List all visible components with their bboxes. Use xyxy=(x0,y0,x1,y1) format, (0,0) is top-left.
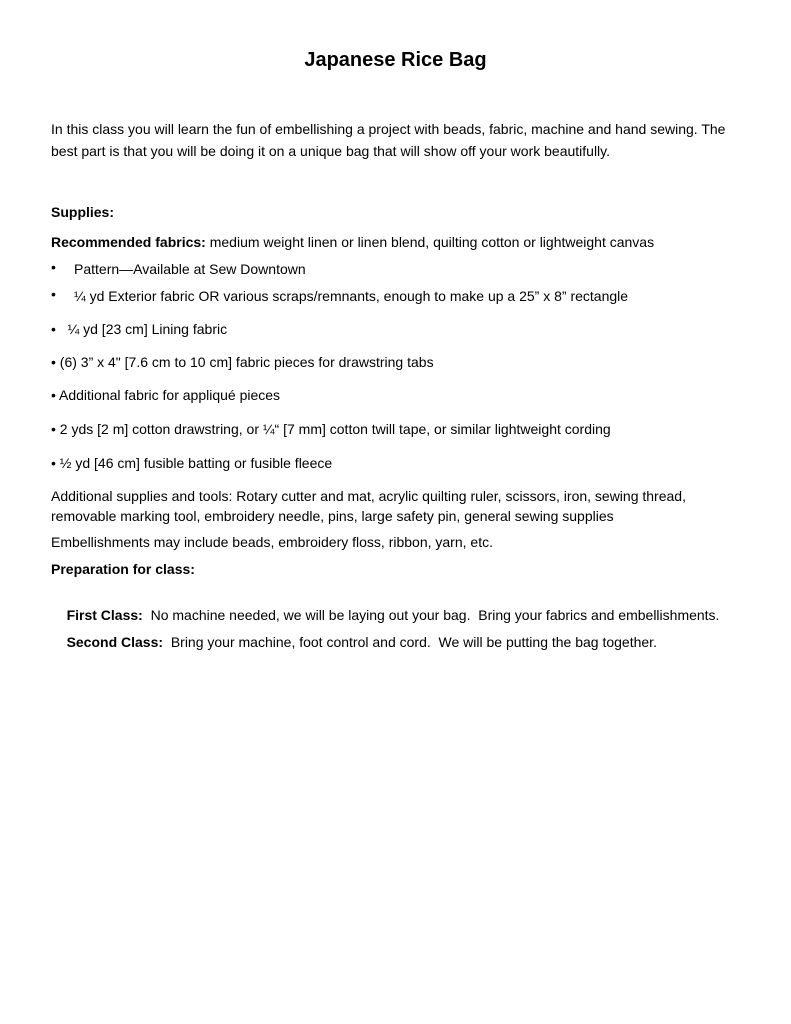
supply-item-lining: • ¼ yd [23 cm] Lining fabric xyxy=(51,321,228,337)
second-class-label: Second Class: xyxy=(66,634,164,650)
supply-item-tabs: • (6) 3” x 4" [7.6 cm to 10 cm] fabric pieces for drawstring tabs xyxy=(51,354,434,370)
preparation-heading: Preparation for class: xyxy=(51,561,195,577)
first-class-text: No machine needed, we will be laying out your bag. Bring your fabrics and embellishments. xyxy=(142,607,720,623)
supply-item-drawstring: • 2 yds [2 m] cotton drawstring, or ¼“ [7 mm] cotton twill tape, or similar lightweight cording xyxy=(51,421,611,437)
embellishments-note: Embellishments may include beads, embroidery floss, ribbon, yarn, etc. xyxy=(51,534,493,550)
supplies-heading: Supplies: xyxy=(51,204,115,220)
bullet-marker: • xyxy=(51,259,56,275)
supply-item-applique: • Additional fabric for appliqué pieces xyxy=(51,387,281,403)
supply-item-batting: • ½ yd [46 cm] fusible batting or fusible fleece xyxy=(51,455,333,471)
bullet-marker: • xyxy=(51,286,56,302)
page-title: Japanese Rice Bag xyxy=(304,49,487,71)
recommended-fabrics-text: medium weight linen or linen blend, quilting cotton or lightweight canvas xyxy=(205,234,655,250)
supply-item-exterior-fabric: ¼ yd Exterior fabric OR various scraps/remnants, enough to make up a 25” x 8” rectangle xyxy=(74,288,629,304)
intro-paragraph: In this class you will learn the fun of embellishing a project with beads, fabric, machine and hand sewing. The best part is that you will be doing it on a unique bag that will show off your work beautifully. xyxy=(51,121,726,159)
additional-supplies: Additional supplies and tools: Rotary cutter and mat, acrylic quilting ruler, scissors, iron, sewing thread, removable marking tool, embroidery needle, pins, large safety pin, general sewing supplies xyxy=(51,488,686,524)
supply-item-pattern: Pattern—Available at Sew Downtown xyxy=(74,261,306,277)
recommended-fabrics-label: Recommended fabrics: xyxy=(51,234,206,250)
first-class-label: First Class: xyxy=(66,607,143,623)
recommended-fabrics-line xyxy=(51,232,654,252)
second-class-text: Bring your machine, foot control and cord. We will be putting the bag together. xyxy=(163,634,657,650)
second-class-line xyxy=(51,612,657,672)
